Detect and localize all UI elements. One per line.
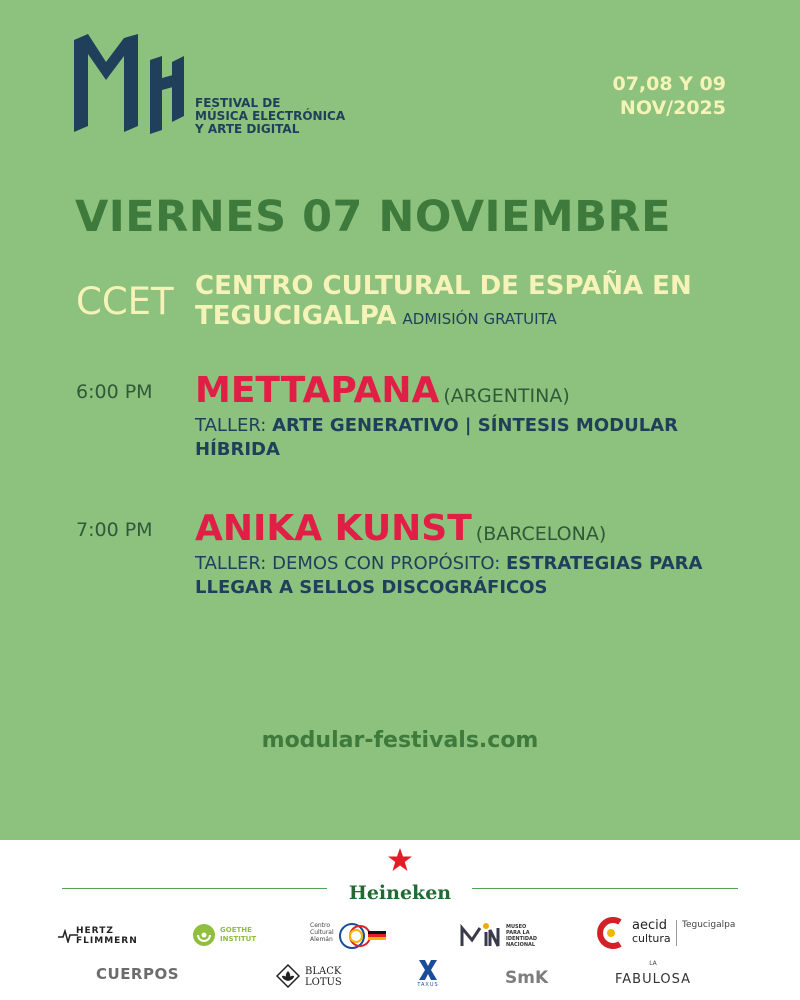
smk-wordmark: SmK [505,968,549,988]
website-link[interactable]: modular-festivals.com [261,728,539,753]
institut-text: INSTITUT [220,935,257,943]
museo-line-4: NACIONAL [506,942,536,948]
centro-cultural-aleman-logo [310,920,390,952]
taxus-logo [410,958,446,994]
dates-days: 07,08 Y 09 [612,73,726,95]
la-fabulosa-logo [598,960,708,992]
heineken-logo [338,848,462,908]
sponsors-strip [0,840,800,1000]
waveform-icon [58,929,78,943]
taxus-text: TAXUS [417,982,439,988]
festival-line-2: MÚSICA ELECTRÓNICA [195,109,346,123]
min-monogram-icon [460,922,500,948]
festival-dates [612,72,726,120]
venue-full-name: CENTRO CULTURAL DE ESPAÑA EN TEGUCIGALPA [195,271,692,331]
cuerpos-logo [96,964,212,988]
event-2-workshop-title: ESTRATEGIAS PARA LLEGAR A SELLOS DISCOGRÁFICOS [195,553,703,598]
event-1 [195,370,755,462]
event-1-workshop-prefix: TALLER: [195,415,273,436]
aecid-cultura-logo [596,916,741,952]
aecid-c-icon [596,916,626,950]
aecid-name: aecid [632,918,667,933]
festival-line-1: FESTIVAL DE [195,96,281,110]
museo-line-3: IDENTIDAD [506,936,538,942]
taxus-x-icon [416,958,440,982]
festival-name [195,97,375,136]
event-1-origin: (ARGENTINA) [443,385,570,407]
smk-logo [505,968,565,990]
goethe-institut-logo [192,921,272,951]
red-star-icon [388,848,412,872]
venue-code: CCET [76,280,174,323]
event-1-artist: METTAPANA [195,370,440,411]
event-2-artist: ANIKA KUNST [195,508,472,549]
heineken-wordmark: Heineken [348,882,452,904]
day-title: VIERNES 07 NOVIEMBRE [75,192,671,242]
aecid-city: Tegucigalpa [682,920,736,930]
black-text: BLACK [305,966,342,977]
event-2-workshop [195,552,755,600]
cca-emblem-icon [338,922,386,950]
aecid-sub: cultura [632,932,671,945]
festival-logo-icon [72,34,198,134]
fabulosa-pre: LA [649,960,657,967]
goethe-text: GOETHE [220,926,252,934]
hertz-text: HERTZ [76,926,114,936]
divider-right [472,888,738,889]
fabulosa-name: FABULOSA [614,972,691,987]
hertz-flimmern-logo [58,924,148,948]
cca-line-1: Centro [310,922,331,929]
divider-left [62,888,327,889]
festival-line-3: Y ARTE DIGITAL [195,122,300,136]
event-2-workshop-prefix: TALLER: DEMOS CON PROPÓSITO: [195,553,507,574]
lotus-text: LOTUS [305,977,342,988]
flimmern-text: FLIMMERN [76,936,138,946]
cca-line-3: Alemán [310,936,333,943]
museo-line-2: PARA LA [506,930,530,936]
dates-month-year: NOV/2025 [619,97,726,119]
event-1-workshop-title: ARTE GENERATIVO | SÍNTESIS MODULAR HÍBRIDA [195,415,678,460]
event-1-workshop [195,414,755,462]
lotus-diamond-icon [276,964,300,988]
event-2 [195,508,755,600]
event-2-origin: (BARCELONA) [475,523,607,545]
museo-identidad-nacional-logo [460,920,555,950]
event-2-time: 7:00 PM [76,519,153,541]
cca-line-2: Cultural [310,929,334,936]
aecid-divider [676,920,677,946]
museo-line-1: MUSEO [506,924,527,930]
black-lotus-logo [276,962,360,992]
goethe-circle-icon [192,923,216,947]
cuerpos-wordmark: CUERPOS [96,965,180,983]
event-1-time: 6:00 PM [76,381,153,403]
venue-name [195,271,755,334]
admission-note: ADMISIÓN GRATUITA [402,310,557,328]
